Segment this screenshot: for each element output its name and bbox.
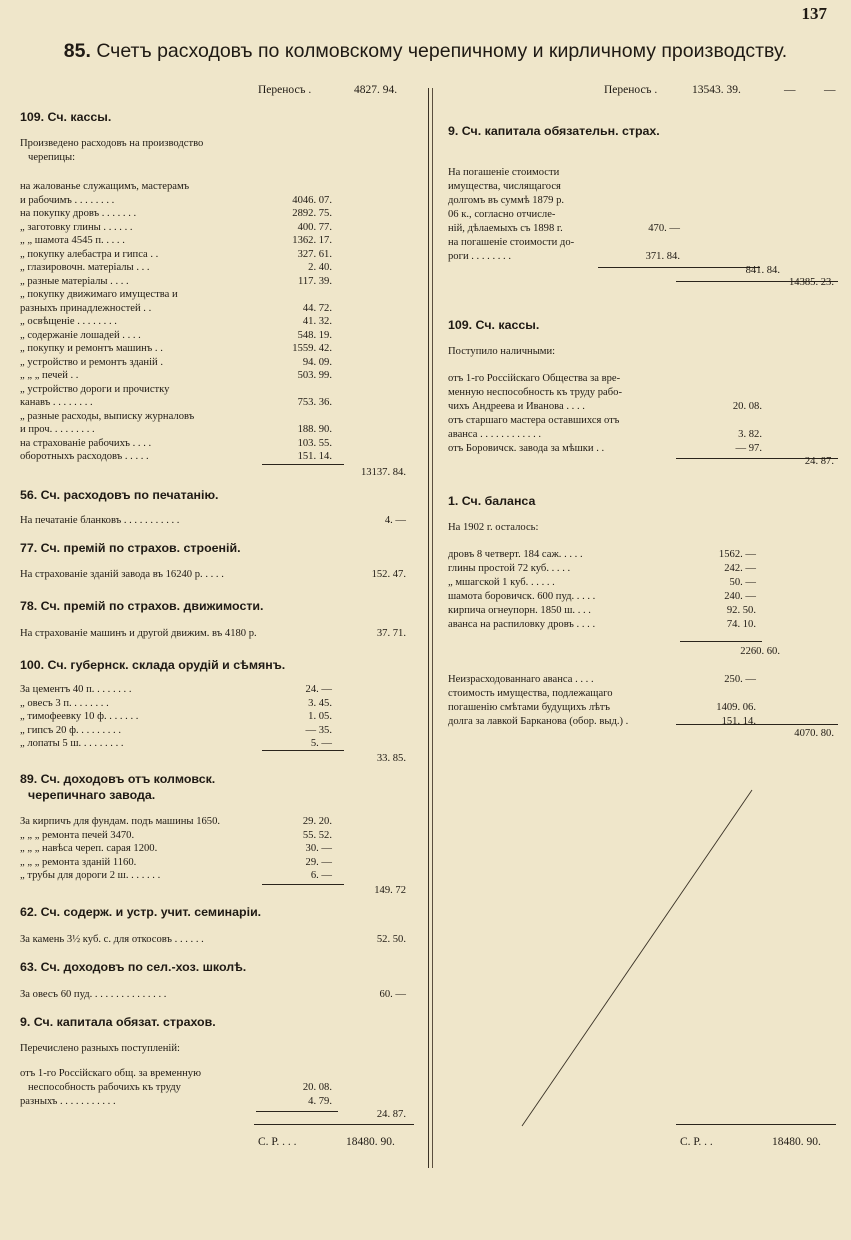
left-9-line-2: неспособность рабочихъ къ труду: [28, 1082, 181, 1093]
right-sum-rule: [676, 1124, 836, 1125]
left-109-row-label: „ покупку и ремонтъ машинъ . .: [20, 343, 163, 354]
right-sum-label: С. Р. . .: [680, 1136, 713, 1148]
left-89-row-amount: 29. —: [305, 856, 332, 868]
left-63-line: За овесъ 60 пуд. . . . . . . . . . . . . . .: [20, 989, 167, 1000]
left-109-row-label: „ освѣщеніе . . . . . . . .: [20, 316, 117, 327]
left-109-row-amount: 2892. 75.: [292, 208, 332, 219]
left-100-row-label: „ лопаты 5 ш. . . . . . . . .: [20, 738, 124, 750]
left-89-heading-1: 89. Сч. доходовъ отъ колмовск.: [20, 772, 216, 786]
left-109-row-label: разныхъ принадлежностей . .: [20, 302, 152, 314]
left-109-sub1: Произведено расходовъ на производство: [20, 138, 204, 149]
left-89-row-amount: 6. —: [310, 870, 332, 882]
left-109-row-label: „ разные расходы, выписку журналовъ: [20, 410, 195, 422]
right-109-amount-1: 20. 08.: [732, 401, 762, 412]
left-109-row-label: на страхованіе рабочихъ . . . .: [20, 437, 152, 449]
page-title: [0, 40, 851, 63]
left-carry-label: Переносъ .: [258, 84, 312, 96]
right-1-row-label: шамота боровичск. 600 пуд. . . . .: [448, 591, 596, 602]
left-100-row-amount: 5. —: [310, 738, 332, 750]
left-109-row-label: „ „ „ печей . .: [20, 370, 79, 381]
left-109-row-amount: 94. 09.: [302, 356, 332, 368]
left-9-line-3: разныхъ . . . . . . . . . . .: [20, 1096, 116, 1107]
right-1-row-label: „ мшагской 1 куб. . . . . .: [448, 577, 555, 588]
right-9-line: роги . . . . . . . .: [448, 251, 511, 262]
left-109-row-label: и проч. . . . . . . . .: [20, 424, 95, 435]
left-9-sub: Перечислено разныхъ поступленій:: [20, 1043, 180, 1054]
right-9-total: 14385. 23.: [788, 277, 834, 288]
left-sum-label: С. Р. . . .: [258, 1136, 297, 1148]
right-1-total: 4070. 80.: [794, 728, 834, 739]
left-100-rule: [262, 750, 344, 751]
right-109-line: менную неспособность къ труду рабо-: [448, 387, 622, 398]
left-109-rule: [262, 464, 344, 465]
left-62-line: За камень 3½ куб. с. для откосовъ . . . . . .: [20, 934, 204, 945]
left-89-heading-2: черепичнаго завода.: [28, 788, 156, 802]
right-1-row-label: глины простой 72 куб. . . . .: [448, 563, 571, 574]
left-sum-rule: [254, 1124, 414, 1125]
left-89-row-amount: 30. —: [305, 843, 332, 855]
right-1-subrule: [680, 641, 762, 642]
right-1-sub: На 1902 г. осталось:: [448, 522, 539, 533]
right-1-row-amount: 92. 50.: [726, 605, 756, 616]
left-109-row-amount: 1362. 17.: [292, 235, 332, 246]
left-109-row-amount: 103. 55.: [297, 437, 332, 449]
left-89-row-label: „ „ „ ремонта печей 3470.: [20, 829, 135, 841]
left-89-row-label: „ „ „ навѣса череп. сарая 1200.: [20, 843, 158, 855]
right-109-sub: Поступило наличными:: [448, 346, 556, 357]
left-109-row-amount: 548. 19.: [297, 329, 332, 341]
right-109-line: отъ 1-го Россійскаго Общества за вре-: [448, 373, 621, 384]
left-100-row-amount: — 35.: [305, 724, 332, 736]
left-109-row-amount: 753. 36.: [297, 397, 332, 408]
left-100-row-amount: 3. 45.: [308, 697, 332, 709]
left-100-heading: 100. Сч. губернск. склада орудій и сѣмянъ.: [20, 658, 286, 672]
left-109-row-amount: 400. 77.: [297, 221, 332, 233]
right-1-row2-amount: 151. 14.: [721, 716, 756, 727]
left-89-row-label: „ „ „ ремонта зданій 1160.: [20, 856, 137, 868]
right-carry-label: Переносъ .: [604, 84, 658, 96]
left-100-row-label: За цементъ 40 п. . . . . . . .: [20, 684, 132, 695]
left-100-row-label: „ овесъ 3 п. . . . . . . .: [20, 697, 109, 709]
right-1-row2-label: стоимость имущества, подлежащаго: [448, 688, 613, 699]
left-100-row-label: „ гипсъ 20 ф. . . . . . . . .: [20, 724, 121, 736]
left-100-row-label: „ тимофеевку 10 ф. . . . . . .: [20, 711, 139, 723]
right-1-row-amount: 1562. —: [718, 549, 756, 560]
left-109-row-label: оборотныхъ расходовъ . . . . .: [20, 451, 149, 462]
left-9-heading: 9. Сч. капитала обязат. страхов.: [20, 1015, 216, 1029]
page-number: 137: [801, 4, 827, 23]
left-89-total: 149. 72: [374, 885, 406, 896]
left-62-heading: 62. Сч. содерж. и устр. учит. семинаріи.: [20, 905, 262, 919]
left-9-total: 24. 87.: [376, 1109, 406, 1120]
left-109-row-amount: 503. 99.: [297, 370, 332, 381]
left-77-heading: 77. Сч. премій по страхов. строеній.: [20, 541, 241, 555]
left-78-line: На страхованіе машинъ и другой движим. въ 4180 р.: [20, 628, 257, 639]
right-109-line: отъ старшаго мастера оставшихся отъ: [448, 415, 620, 426]
left-77-amount: 152. 47.: [371, 569, 406, 580]
left-109-row-amount: 2. 40.: [308, 262, 332, 273]
right-109-total: 24. 87.: [804, 456, 834, 467]
left-100-row-amount: 1. 05.: [308, 711, 332, 723]
right-1-row-amount: 74. 10.: [726, 619, 756, 630]
left-109-row-label: „ заготовку глины . . . . . .: [20, 221, 133, 233]
left-109-row-label: „ „ шамота 4545 п. . . . .: [20, 235, 125, 246]
right-109-line: чихъ Андреева и Иванова . . . .: [448, 401, 585, 412]
right-109-amount-2: 3. 82.: [738, 429, 762, 440]
right-9-amount-2: 371. 84.: [645, 251, 680, 262]
left-9-line-1: отъ 1-го Россійскаго общ. за временную: [20, 1068, 202, 1079]
right-1-row2-label: погашенію смѣтами будущихъ лѣтъ: [448, 702, 610, 713]
left-109-row-amount: 188. 90.: [297, 424, 332, 435]
left-109-row-label: „ разные матеріалы . . . .: [20, 275, 129, 287]
right-1-heading: 1. Сч. баланса: [448, 494, 536, 508]
left-100-row-amount: 24. —: [305, 684, 332, 695]
left-56-amount: 4. —: [384, 515, 406, 526]
right-1-row-amount: 242. —: [724, 563, 756, 574]
left-109-row-amount: 151. 14.: [297, 451, 332, 462]
left-109-row-label: „ устройство дороги и прочистку: [20, 383, 170, 395]
right-1-row-label: дровъ 8 четверт. 184 саж. . . . .: [448, 549, 583, 560]
column-divider-inner: [432, 88, 433, 1168]
left-109-sub2: черепицы:: [28, 152, 76, 163]
left-109-row-label: и рабочимъ . . . . . . . .: [20, 194, 115, 206]
right-1-row-label: аванса на распиловку дровъ . . . .: [448, 619, 596, 630]
left-89-row-amount: 55. 52.: [302, 829, 332, 841]
right-1-row-label: кирпича огнеупорн. 1850 ш. . . .: [448, 605, 591, 616]
left-109-row-label: „ глазировочн. матеріалы . . .: [20, 262, 150, 273]
left-109-row-amount: 41. 32.: [302, 316, 332, 327]
right-9-line: имущества, числящагося: [448, 181, 561, 192]
left-78-heading: 78. Сч. премій по страхов. движимости.: [20, 599, 264, 613]
column-divider: [428, 88, 429, 1168]
right-1-rule: [676, 724, 838, 725]
right-9-amount-1: 470. —: [648, 223, 680, 234]
right-9-subtotal: 841. 84.: [745, 265, 780, 276]
right-9-line: на погашеніе стоимости до-: [448, 237, 575, 248]
left-109-row-label: канавъ . . . . . . . .: [20, 397, 93, 408]
left-109-total: 13137. 84.: [360, 467, 406, 478]
left-56-heading: 56. Сч. расходовъ по печатанію.: [20, 488, 219, 502]
left-89-row-label: „ трубы для дороги 2 ш. . . . . . .: [20, 870, 161, 882]
right-9-line: На погашеніе стоимости: [448, 167, 560, 178]
left-109-row-label: „ покупку движимаго имущества и: [20, 289, 178, 300]
left-9-amount-3: 4. 79.: [308, 1096, 332, 1107]
left-109-heading: 109. Сч. кассы.: [20, 110, 112, 124]
right-9-line: ній, дѣлаемыхъ съ 1898 г.: [448, 223, 563, 234]
left-109-row-amount: 1559. 42.: [292, 343, 332, 354]
right-109-line: аванса . . . . . . . . . . . .: [448, 429, 542, 440]
left-109-row-label: на жалованье служащимъ, мастерамъ: [20, 181, 190, 192]
left-63-amount: 60. —: [379, 989, 406, 1000]
left-100-total: 33. 85.: [376, 753, 406, 764]
right-1-row-amount: 50. —: [729, 577, 756, 588]
left-carry-value: 4827. 94.: [354, 84, 398, 96]
right-carry-dash-2: —: [824, 84, 836, 96]
title-text: Счетъ расходовъ по колмовскому черепичному и кирличному производству.: [96, 40, 788, 62]
right-1-row2-amount: 250. —: [724, 674, 756, 685]
left-109-row-amount: 327. 61.: [297, 248, 332, 260]
right-1-row2-amount: 1409. 06.: [716, 702, 756, 713]
left-sum-value: 18480. 90.: [346, 1136, 395, 1148]
left-77-line: На страхованіе зданій завода въ 16240 р. . . . .: [20, 569, 224, 580]
right-1-subtotal: 2260. 60.: [740, 646, 780, 657]
right-9-line: 06 к., согласно отчисле-: [448, 209, 556, 220]
right-1-row2-label: Неизрасходованнаго аванса . . . .: [448, 674, 594, 685]
right-sum-value: 18480. 90.: [772, 1136, 821, 1148]
left-63-heading: 63. Сч. доходовъ по сел.-хоз. школѣ.: [20, 960, 247, 974]
left-109-row-amount: 117. 39.: [297, 275, 332, 287]
right-1-row-amount: 240. —: [724, 591, 756, 602]
left-109-row-label: „ содержаніе лошадей . . . .: [20, 329, 141, 341]
title-number: 85.: [63, 40, 91, 62]
right-carry-value: 13543. 39.: [692, 84, 741, 96]
left-78-amount: 37. 71.: [376, 628, 406, 639]
left-109-row-label: „ устройство и ремонтъ зданій .: [20, 356, 163, 368]
left-56-line: На печатаніе бланковъ . . . . . . . . . . .: [20, 515, 180, 526]
left-109-row-amount: 44. 72.: [302, 302, 332, 314]
left-9-amount-2: 20. 08.: [302, 1082, 332, 1093]
left-109-row-label: „ покупку алебастра и гипса . .: [20, 248, 159, 260]
right-109-heading: 109. Сч. кассы.: [448, 318, 540, 332]
right-1-row2-label: долга за лавкой Барканова (обор. выд.) .: [448, 716, 629, 727]
right-9-heading: 9. Сч. капитала обязательн. страх.: [448, 124, 660, 138]
left-109-row-label: на покупку дровъ . . . . . . .: [20, 208, 137, 219]
right-carry-dash-1: —: [784, 84, 796, 96]
left-109-row-amount: 4046. 07.: [292, 194, 332, 206]
right-109-amount-3: — 97.: [735, 443, 762, 454]
left-62-amount: 52. 50.: [376, 934, 406, 945]
right-109-line: отъ Боровичск. завода за мѣшки . .: [448, 443, 605, 454]
cancellation-line: [436, 780, 846, 1130]
right-9-line: долгомъ въ суммѣ 1879 р.: [448, 195, 565, 206]
left-89-row-label: За кирпичъ для фундам. подъ машины 1650.: [20, 816, 221, 827]
left-89-row-amount: 29. 20.: [302, 816, 332, 827]
